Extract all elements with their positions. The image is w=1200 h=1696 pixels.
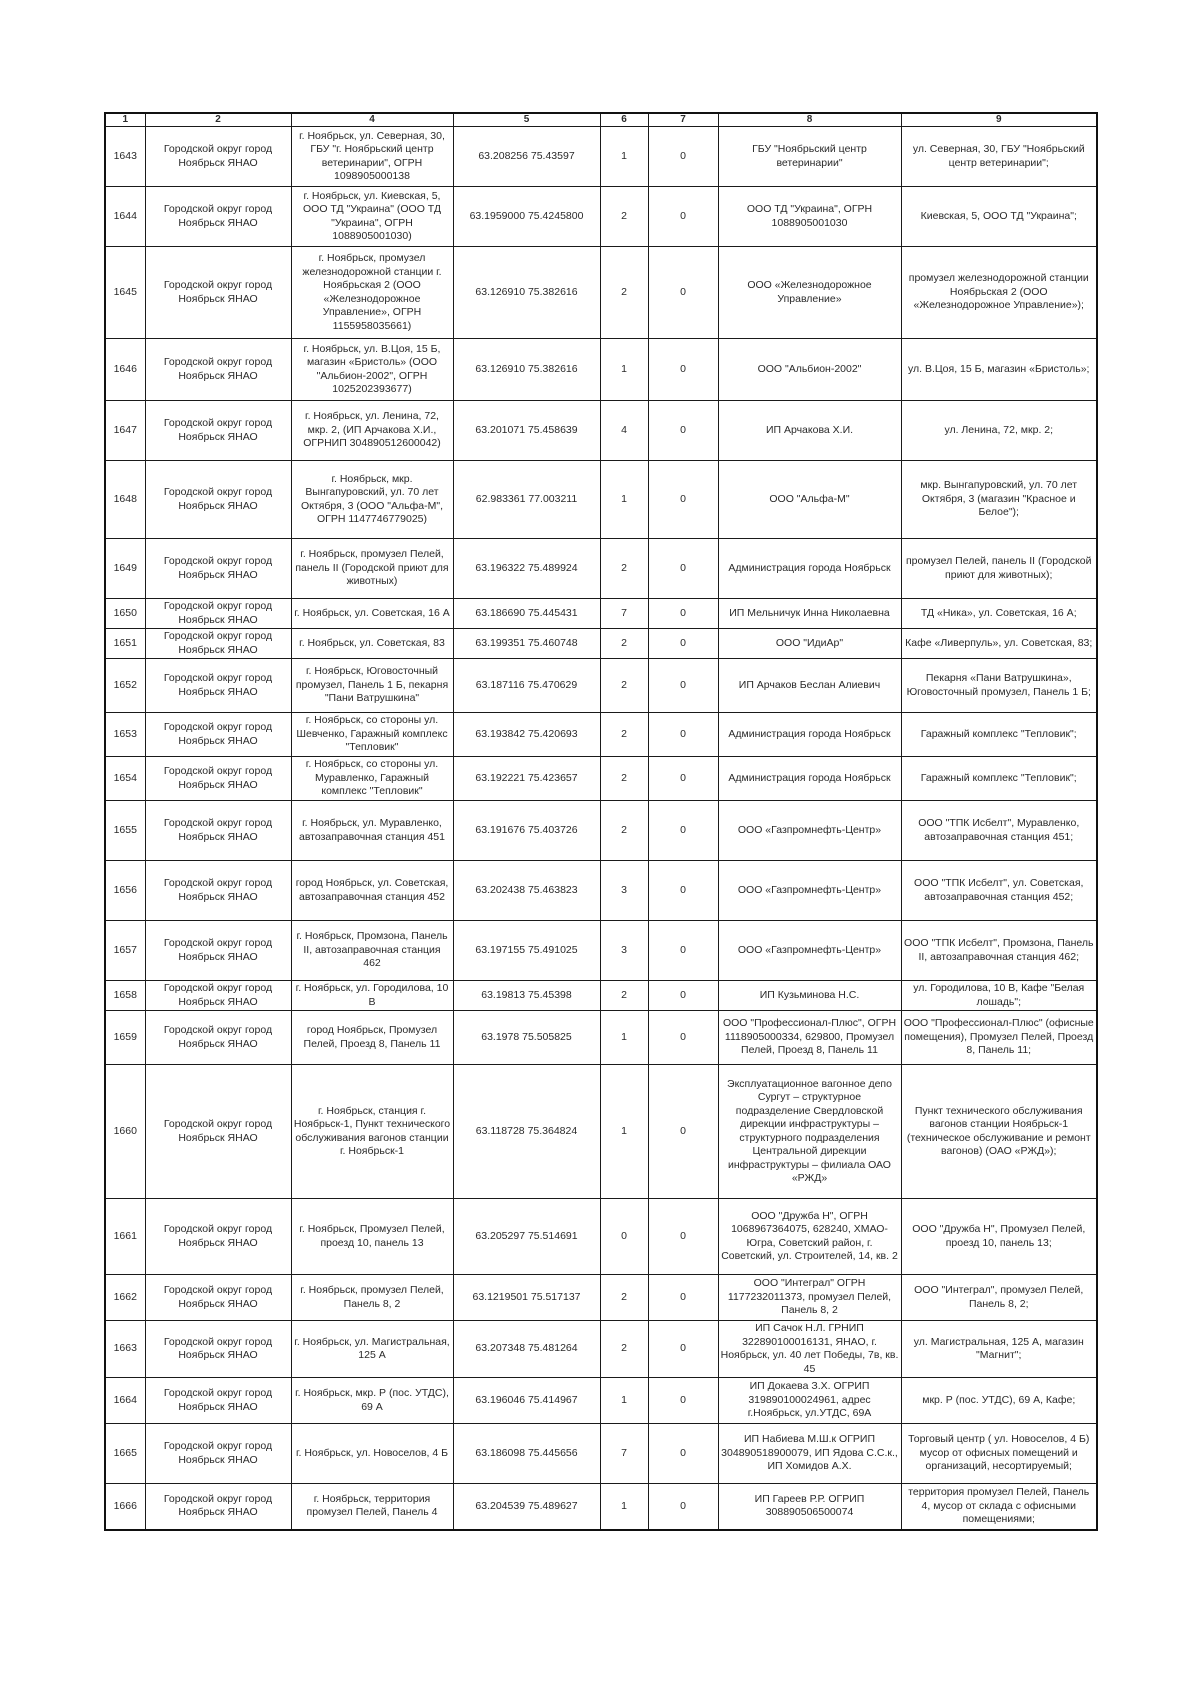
count-zero-cell: 0 <box>648 861 718 921</box>
coordinates-cell: 63.201071 75.458639 <box>453 401 600 461</box>
source-cell: Гаражный комплекс "Тепловик"; <box>901 713 1097 757</box>
address-cell: г. Ноябрьск, станция г. Ноябрьск-1, Пункт технического обслуживания вагонов станции г. Ноябрьск-1 <box>291 1065 453 1199</box>
owner-cell: ООО "ИдиАр" <box>718 629 901 659</box>
source-cell: ул. Городилова, 10 В, Кафе "Белая лошадь"; <box>901 981 1097 1011</box>
count-cell: 4 <box>600 401 648 461</box>
column-header: 2 <box>145 113 291 127</box>
table-row <box>105 629 1097 659</box>
count-zero-cell: 0 <box>648 659 718 713</box>
coordinates-cell: 63.197155 75.491025 <box>453 921 600 981</box>
table-row <box>105 339 1097 401</box>
count-cell: 2 <box>600 187 648 247</box>
count-zero-cell: 0 <box>648 539 718 599</box>
district-cell: Городской округ город Ноябрьск ЯНАО <box>145 247 291 339</box>
district-cell: Городской округ город Ноябрьск ЯНАО <box>145 401 291 461</box>
source-cell: ул. Магистральная, 125 А, магазин "Магнит"; <box>901 1321 1097 1378</box>
address-cell: г. Ноябрьск, со стороны ул. Муравленко, Гаражный комплекс "Тепловик" <box>291 757 453 801</box>
count-zero-cell: 0 <box>648 981 718 1011</box>
row-number: 1643 <box>105 127 145 187</box>
address-cell: г. Ноябрьск, ул. Городилова, 10 В <box>291 981 453 1011</box>
district-cell: Городской округ город Ноябрьск ЯНАО <box>145 629 291 659</box>
owner-cell: ИП Арчаков Беслан Алиевич <box>718 659 901 713</box>
row-number: 1644 <box>105 187 145 247</box>
table-row <box>105 461 1097 539</box>
count-cell: 1 <box>600 1378 648 1424</box>
owner-cell: ООО «Газпромнефть-Центр» <box>718 861 901 921</box>
column-header: 9 <box>901 113 1097 127</box>
row-number: 1658 <box>105 981 145 1011</box>
owner-cell: ООО "Профессионал-Плюс", ОГРН 1118905000334, 629800, Промузел Пелей, Проезд 8, Панель 11 <box>718 1011 901 1065</box>
district-cell: Городской округ город Ноябрьск ЯНАО <box>145 599 291 629</box>
address-cell: г. Ноябрьск, ул. Новоселов, 4 Б <box>291 1424 453 1484</box>
coordinates-cell: 63.19813 75.45398 <box>453 981 600 1011</box>
registry-table <box>104 112 1098 1531</box>
count-zero-cell: 0 <box>648 599 718 629</box>
district-cell: Городской округ город Ноябрьск ЯНАО <box>145 1275 291 1321</box>
count-cell: 3 <box>600 921 648 981</box>
table-row <box>105 921 1097 981</box>
row-number: 1653 <box>105 713 145 757</box>
table-row <box>105 1275 1097 1321</box>
owner-cell: Эксплуатационное вагонное депо Сургут – структурное подразделение Свердловской дирекции инфраструктуры – структурного подразделения Центральной дирекции инфраструктуры – филиала ОАО «РЖД» <box>718 1065 901 1199</box>
count-cell: 2 <box>600 247 648 339</box>
count-cell: 2 <box>600 757 648 801</box>
count-cell: 2 <box>600 713 648 757</box>
owner-cell: ИП Гареев Р.Р. ОГРИП 308890506500074 <box>718 1484 901 1530</box>
count-zero-cell: 0 <box>648 187 718 247</box>
source-cell: Кафе «Ливерпуль», ул. Советская, 83; <box>901 629 1097 659</box>
row-number: 1657 <box>105 921 145 981</box>
row-number: 1662 <box>105 1275 145 1321</box>
table-row <box>105 713 1097 757</box>
source-cell: Киевская, 5, ООО ТД "Украина"; <box>901 187 1097 247</box>
count-cell: 2 <box>600 981 648 1011</box>
district-cell: Городской округ город Ноябрьск ЯНАО <box>145 801 291 861</box>
count-cell: 0 <box>600 1199 648 1275</box>
column-header: 8 <box>718 113 901 127</box>
count-cell: 2 <box>600 1321 648 1378</box>
count-cell: 2 <box>600 1275 648 1321</box>
coordinates-cell: 63.1219501 75.517137 <box>453 1275 600 1321</box>
source-cell: ул. Северная, 30, ГБУ "Ноябрьский центр ветеринарии"; <box>901 127 1097 187</box>
district-cell: Городской округ город Ноябрьск ЯНАО <box>145 1484 291 1530</box>
district-cell: Городской округ город Ноябрьск ЯНАО <box>145 187 291 247</box>
row-number: 1649 <box>105 539 145 599</box>
row-number: 1664 <box>105 1378 145 1424</box>
owner-cell: ООО "Интеграл" ОГРН 1177232011373, промузел Пелей, Панель 8, 2 <box>718 1275 901 1321</box>
district-cell: Городской округ город Ноябрьск ЯНАО <box>145 127 291 187</box>
count-zero-cell: 0 <box>648 127 718 187</box>
district-cell: Городской округ город Ноябрьск ЯНАО <box>145 757 291 801</box>
row-number: 1647 <box>105 401 145 461</box>
owner-cell: ООО ТД "Украина", ОГРН 1088905001030 <box>718 187 901 247</box>
district-cell: Городской округ город Ноябрьск ЯНАО <box>145 861 291 921</box>
source-cell: территория промузел Пелей, Панель 4, мусор от склада с офисными помещениями; <box>901 1484 1097 1530</box>
table-row <box>105 247 1097 339</box>
count-cell: 7 <box>600 1424 648 1484</box>
source-cell: ул. Ленина, 72, мкр. 2; <box>901 401 1097 461</box>
source-cell: мкр. Вынгапуровский, ул. 70 лет Октября, 3 (магазин "Красное и Белое"); <box>901 461 1097 539</box>
count-cell: 2 <box>600 801 648 861</box>
row-number: 1645 <box>105 247 145 339</box>
count-zero-cell: 0 <box>648 401 718 461</box>
count-zero-cell: 0 <box>648 1378 718 1424</box>
source-cell: мкр. Р (пос. УТДС), 69 А, Кафе; <box>901 1378 1097 1424</box>
district-cell: Городской округ город Ноябрьск ЯНАО <box>145 461 291 539</box>
source-cell: Пекарня «Пани Ватрушкина», Юговосточный промузел, Панель 1 Б; <box>901 659 1097 713</box>
owner-cell: ИП Докаева З.Х. ОГРИП 319890100024961, адрес г.Ноябрьск, ул.УТДС, 69А <box>718 1378 901 1424</box>
coordinates-cell: 63.193842 75.420693 <box>453 713 600 757</box>
table-row <box>105 981 1097 1011</box>
count-zero-cell: 0 <box>648 1199 718 1275</box>
row-number: 1659 <box>105 1011 145 1065</box>
address-cell: г. Ноябрьск, ул. Советская, 16 А <box>291 599 453 629</box>
row-number: 1655 <box>105 801 145 861</box>
source-cell: промузел Пелей, панель II (Городской приют для животных); <box>901 539 1097 599</box>
coordinates-cell: 63.207348 75.481264 <box>453 1321 600 1378</box>
source-cell: ул. В.Цоя, 15 Б, магазин «Бристоль»; <box>901 339 1097 401</box>
table-header-row <box>105 113 1097 127</box>
coordinates-cell: 63.1959000 75.4245800 <box>453 187 600 247</box>
row-number: 1665 <box>105 1424 145 1484</box>
count-cell: 1 <box>600 1011 648 1065</box>
source-cell: ООО "ТПК Исбелт", ул. Советская, автозаправочная станция 452; <box>901 861 1097 921</box>
district-cell: Городской округ город Ноябрьск ЯНАО <box>145 539 291 599</box>
row-number: 1660 <box>105 1065 145 1199</box>
count-zero-cell: 0 <box>648 629 718 659</box>
coordinates-cell: 63.204539 75.489627 <box>453 1484 600 1530</box>
coordinates-cell: 63.199351 75.460748 <box>453 629 600 659</box>
coordinates-cell: 63.205297 75.514691 <box>453 1199 600 1275</box>
source-cell: промузел железнодорожной станции Ноябрьская 2 (ООО «Железнодорожное Управление»); <box>901 247 1097 339</box>
table-row <box>105 1321 1097 1378</box>
row-number: 1661 <box>105 1199 145 1275</box>
count-cell: 1 <box>600 1065 648 1199</box>
address-cell: г. Ноябрьск, ул. Киевская, 5, ООО ТД "Украина" (ООО ТД "Украина", ОГРН 1088905001030) <box>291 187 453 247</box>
count-zero-cell: 0 <box>648 1065 718 1199</box>
coordinates-cell: 63.126910 75.382616 <box>453 339 600 401</box>
owner-cell: ИП Мельничук Инна Николаевна <box>718 599 901 629</box>
count-zero-cell: 0 <box>648 757 718 801</box>
source-cell: Гаражный комплекс "Тепловик"; <box>901 757 1097 801</box>
district-cell: Городской округ город Ноябрьск ЯНАО <box>145 1424 291 1484</box>
row-number: 1656 <box>105 861 145 921</box>
address-cell: г. Ноябрьск, промузел Пелей, панель II (Городской приют для животных) <box>291 539 453 599</box>
count-cell: 2 <box>600 539 648 599</box>
table-row <box>105 401 1097 461</box>
count-cell: 2 <box>600 659 648 713</box>
coordinates-cell: 63.191676 75.403726 <box>453 801 600 861</box>
table-row <box>105 599 1097 629</box>
coordinates-cell: 63.196046 75.414967 <box>453 1378 600 1424</box>
district-cell: Городской округ город Ноябрьск ЯНАО <box>145 713 291 757</box>
count-zero-cell: 0 <box>648 1321 718 1378</box>
owner-cell: ООО «Газпромнефть-Центр» <box>718 801 901 861</box>
table-row <box>105 801 1097 861</box>
coordinates-cell: 63.192221 75.423657 <box>453 757 600 801</box>
row-number: 1648 <box>105 461 145 539</box>
address-cell: г. Ноябрьск, Промзона, Панель II, автозаправочная станция 462 <box>291 921 453 981</box>
coordinates-cell: 63.126910 75.382616 <box>453 247 600 339</box>
coordinates-cell: 62.983361 77.003211 <box>453 461 600 539</box>
row-number: 1654 <box>105 757 145 801</box>
table-row <box>105 1065 1097 1199</box>
address-cell: г. Ноябрьск, Промузел Пелей, проезд 10, панель 13 <box>291 1199 453 1275</box>
count-cell: 1 <box>600 461 648 539</box>
count-zero-cell: 0 <box>648 1424 718 1484</box>
column-header: 6 <box>600 113 648 127</box>
count-zero-cell: 0 <box>648 1484 718 1530</box>
owner-cell: ИП Сачок Н.Л. ГРНИП 322890100016131, ЯНАО, г. Ноябрьск, ул. 40 лет Победы, 7в, кв. 45 <box>718 1321 901 1378</box>
owner-cell: ИП Арчакова Х.И. <box>718 401 901 461</box>
address-cell: г. Ноябрьск, ул. Муравленко, автозаправочная станция 451 <box>291 801 453 861</box>
column-header: 5 <box>453 113 600 127</box>
address-cell: г. Ноябрьск, ул. Магистральная, 125 А <box>291 1321 453 1378</box>
column-header: 7 <box>648 113 718 127</box>
table-row <box>105 1484 1097 1530</box>
district-cell: Городской округ город Ноябрьск ЯНАО <box>145 1321 291 1378</box>
count-zero-cell: 0 <box>648 713 718 757</box>
coordinates-cell: 63.1978 75.505825 <box>453 1011 600 1065</box>
owner-cell: ИП Набиева М.Ш.к ОГРИП 304890518900079, ИП Ядова С.С.к., ИП Хомидов А.Х. <box>718 1424 901 1484</box>
district-cell: Городской округ город Ноябрьск ЯНАО <box>145 339 291 401</box>
source-cell: ТД «Ника», ул. Советская, 16 А; <box>901 599 1097 629</box>
address-cell: г. Ноябрьск, территория промузел Пелей, Панель 4 <box>291 1484 453 1530</box>
coordinates-cell: 63.186098 75.445656 <box>453 1424 600 1484</box>
owner-cell: Администрация города Ноябрьск <box>718 539 901 599</box>
source-cell: ООО "ТПК Исбелт", Муравленко, автозаправочная станция 451; <box>901 801 1097 861</box>
address-cell: г. Ноябрьск, со стороны ул. Шевченко, Гаражный комплекс "Тепловик" <box>291 713 453 757</box>
count-cell: 2 <box>600 629 648 659</box>
count-cell: 1 <box>600 1484 648 1530</box>
district-cell: Городской округ город Ноябрьск ЯНАО <box>145 981 291 1011</box>
row-number: 1646 <box>105 339 145 401</box>
district-cell: Городской округ город Ноябрьск ЯНАО <box>145 1199 291 1275</box>
owner-cell: ООО "Дружба Н", ОГРН 1068967364075, 628240, ХМАО-Югра, Советский район, г. Советский, ул. Строителей, 14, кв. 2 <box>718 1199 901 1275</box>
count-cell: 7 <box>600 599 648 629</box>
coordinates-cell: 63.196322 75.489924 <box>453 539 600 599</box>
owner-cell: Администрация города Ноябрьск <box>718 713 901 757</box>
district-cell: Городской округ город Ноябрьск ЯНАО <box>145 921 291 981</box>
coordinates-cell: 63.187116 75.470629 <box>453 659 600 713</box>
source-cell: ООО "Интеграл", промузел Пелей, Панель 8, 2; <box>901 1275 1097 1321</box>
address-cell: город Ноябрьск, ул. Советская, автозаправочная станция 452 <box>291 861 453 921</box>
address-cell: г. Ноябрьск, Юговосточный промузел, Панель 1 Б, пекарня "Пани Ватрушкина" <box>291 659 453 713</box>
count-cell: 1 <box>600 339 648 401</box>
table-row <box>105 659 1097 713</box>
table-row <box>105 861 1097 921</box>
table-row <box>105 757 1097 801</box>
row-number: 1652 <box>105 659 145 713</box>
address-cell: г. Ноябрьск, ул. Северная, 30, ГБУ "г. Ноябрьский центр ветеринарии", ОГРН 1098905000138 <box>291 127 453 187</box>
owner-cell: ООО «Железнодорожное Управление» <box>718 247 901 339</box>
district-cell: Городской округ город Ноябрьск ЯНАО <box>145 659 291 713</box>
coordinates-cell: 63.186690 75.445431 <box>453 599 600 629</box>
count-zero-cell: 0 <box>648 461 718 539</box>
coordinates-cell: 63.208256 75.43597 <box>453 127 600 187</box>
table-row <box>105 1378 1097 1424</box>
count-cell: 1 <box>600 127 648 187</box>
source-cell: Пункт технического обслуживания вагонов станции Ноябрьск-1 (техническое обслуживание и ремонт вагонов) (ОАО «РЖД»); <box>901 1065 1097 1199</box>
table-row <box>105 539 1097 599</box>
count-zero-cell: 0 <box>648 1011 718 1065</box>
address-cell: г. Ноябрьск, ул. Ленина, 72, мкр. 2, (ИП Арчакова Х.И., ОГРНИП 304890512600042) <box>291 401 453 461</box>
owner-cell: ООО "Альбион-2002" <box>718 339 901 401</box>
column-header: 1 <box>105 113 145 127</box>
address-cell: г. Ноябрьск, ул. В.Цоя, 15 Б, магазин «Бристоль» (ООО "Альбион-2002", ОГРН 1025202393677) <box>291 339 453 401</box>
count-zero-cell: 0 <box>648 247 718 339</box>
source-cell: ООО "ТПК Исбелт", Промзона, Панель II, автозаправочная станция 462; <box>901 921 1097 981</box>
address-cell: г. Ноябрьск, промузел железнодорожной станции г. Ноябрьская 2 (ООО «Железнодорожное Управление», ОГРН 1155958035661) <box>291 247 453 339</box>
row-number: 1650 <box>105 599 145 629</box>
count-zero-cell: 0 <box>648 801 718 861</box>
column-header: 4 <box>291 113 453 127</box>
address-cell: г. Ноябрьск, мкр. Вынгапуровский, ул. 70 лет Октября, 3 (ООО "Альфа-М", ОГРН 1147746779025) <box>291 461 453 539</box>
source-cell: ООО "Профессионал-Плюс" (офисные помещения), Промузел Пелей, Проезд 8, Панель 11; <box>901 1011 1097 1065</box>
row-number: 1651 <box>105 629 145 659</box>
table-row <box>105 1424 1097 1484</box>
district-cell: Городской округ город Ноябрьск ЯНАО <box>145 1378 291 1424</box>
source-cell: ООО "Дружба Н", Промузел Пелей, проезд 10, панель 13; <box>901 1199 1097 1275</box>
address-cell: г. Ноябрьск, ул. Советская, 83 <box>291 629 453 659</box>
table-row <box>105 127 1097 187</box>
table-row <box>105 187 1097 247</box>
address-cell: город Ноябрьск, Промузел Пелей, Проезд 8, Панель 11 <box>291 1011 453 1065</box>
address-cell: г. Ноябрьск, мкр. Р (пос. УТДС), 69 А <box>291 1378 453 1424</box>
coordinates-cell: 63.202438 75.463823 <box>453 861 600 921</box>
count-cell: 3 <box>600 861 648 921</box>
address-cell: г. Ноябрьск, промузел Пелей, Панель 8, 2 <box>291 1275 453 1321</box>
table-row <box>105 1199 1097 1275</box>
owner-cell: ГБУ "Ноябрьский центр ветеринарии" <box>718 127 901 187</box>
count-zero-cell: 0 <box>648 921 718 981</box>
owner-cell: Администрация города Ноябрьск <box>718 757 901 801</box>
district-cell: Городской округ город Ноябрьск ЯНАО <box>145 1065 291 1199</box>
owner-cell: ООО «Газпромнефть-Центр» <box>718 921 901 981</box>
count-zero-cell: 0 <box>648 1275 718 1321</box>
coordinates-cell: 63.118728 75.364824 <box>453 1065 600 1199</box>
owner-cell: ИП Кузьминова Н.С. <box>718 981 901 1011</box>
source-cell: Торговый центр ( ул. Новоселов, 4 Б) мусор от офисных помещений и организаций, несортируемый; <box>901 1424 1097 1484</box>
row-number: 1666 <box>105 1484 145 1530</box>
table-row <box>105 1011 1097 1065</box>
row-number: 1663 <box>105 1321 145 1378</box>
district-cell: Городской округ город Ноябрьск ЯНАО <box>145 1011 291 1065</box>
owner-cell: ООО "Альфа-М" <box>718 461 901 539</box>
count-zero-cell: 0 <box>648 339 718 401</box>
